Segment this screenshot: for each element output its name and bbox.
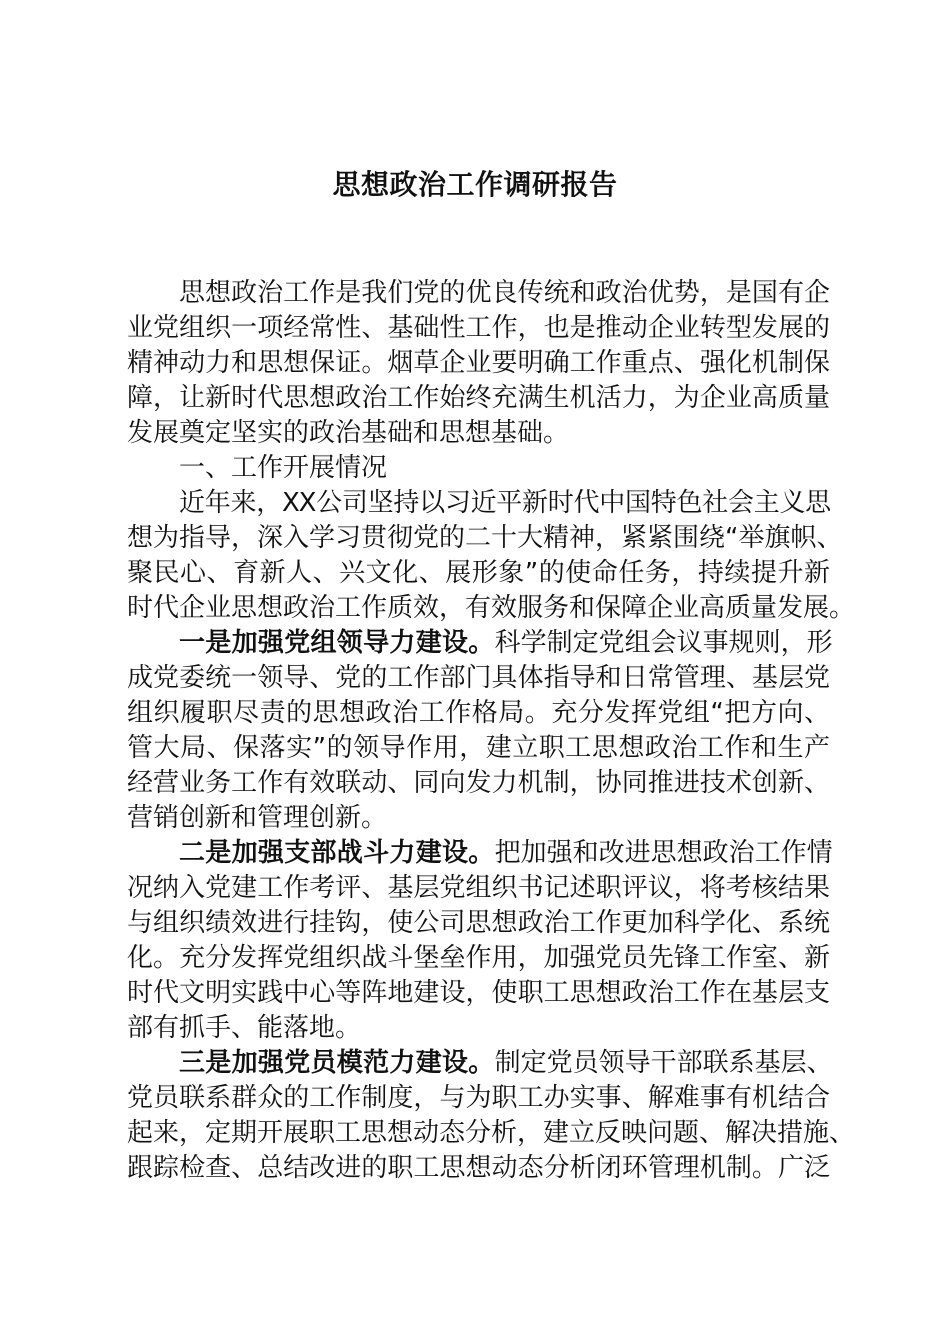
item-paragraph-2 (127, 836, 833, 1046)
section-intro-paragraph (127, 486, 856, 626)
item-paragraph-3 (127, 1046, 856, 1186)
item-text: 科学制定党组会议事规则，形 (494, 628, 833, 658)
text-line: 近年来，XX公司坚持以习近平新时代中国特色社会主义思 (179, 488, 830, 518)
text-line (127, 1046, 833, 1081)
text-line: 化。充分发挥党组织战斗堡垒作用，加强党员先锋工作室、新 (127, 943, 830, 973)
document-title: 思想政治工作调研报告 (332, 168, 618, 201)
text-line: 组织履职尽责的思想政治工作格局。充分发挥党组“把方向、 (127, 698, 830, 728)
text-line: 与组织绩效进行挂钩，使公司思想政治工作更加科学化、系统 (127, 908, 830, 938)
text-line: 起来，定期开展职工思想动态分析，建立反映问题、解决措施、 (127, 1118, 856, 1148)
text-line (127, 836, 833, 871)
text-line: 业党组织一项经常性、基础性工作，也是推动企业转型发展的 (127, 313, 830, 343)
section-heading: 一、工作开展情况 (179, 453, 388, 483)
text-line: 精神动力和思想保证。烟草企业要明确工作重点、强化机制保 (127, 348, 830, 378)
text-line: 时代企业思想政治工作质效，有效服务和保障企业高质量发展。 (127, 593, 856, 623)
text-line: 营销创新和管理创新。 (127, 803, 388, 833)
text-line: 时代文明实践中心等阵地建设，使职工思想政治工作在基层支 (127, 978, 830, 1008)
text-line: 聚民心、育新人、兴文化、展形象”的使命任务，持续提升新 (127, 558, 830, 588)
text-line: 发展奠定坚实的政治基础和思想基础。 (127, 418, 570, 448)
item-text: 把加强和改进思想政治工作情 (494, 838, 833, 868)
item-lead: 二是加强支部战斗力建设。 (179, 838, 495, 868)
text-line (127, 626, 833, 661)
text-line: 跟踪检查、总结改进的职工思想动态分析闭环管理机制。广泛 (127, 1153, 830, 1183)
intro-paragraph (127, 276, 830, 451)
text-line: 障，让新时代思想政治工作始终充满生机活力，为企业高质量 (127, 383, 830, 413)
text-line: 管大局、保落实”的领导作用，建立职工思想政治工作和生产 (127, 733, 830, 763)
item-text: 制定党员领导干部联系基层、 (494, 1048, 833, 1078)
text-line: 部有抓手、能落地。 (127, 1013, 362, 1043)
text-line: 想为指导，深入学习贯彻党的二十大精神，紧紧围绕“举旗帜、 (127, 523, 843, 553)
item-lead: 三是加强党员模范力建设。 (179, 1048, 495, 1078)
document-body (127, 276, 856, 1186)
item-lead: 一是加强党组领导力建设。 (179, 628, 495, 658)
text-line: 党员联系群众的工作制度，与为职工办实事、解难事有机结合 (127, 1083, 830, 1113)
text-line: 经营业务工作有效联动、同向发力机制，协同推进技术创新、 (127, 768, 830, 798)
item-paragraph-1 (127, 626, 833, 836)
text-line: 思想政治工作是我们党的优良传统和政治优势，是国有企 (179, 278, 830, 308)
text-line: 成党委统一领导、党的工作部门具体指导和日常管理、基层党 (127, 663, 830, 693)
text-line: 况纳入党建工作考评、基层党组织书记述职评议，将考核结果 (127, 873, 830, 903)
